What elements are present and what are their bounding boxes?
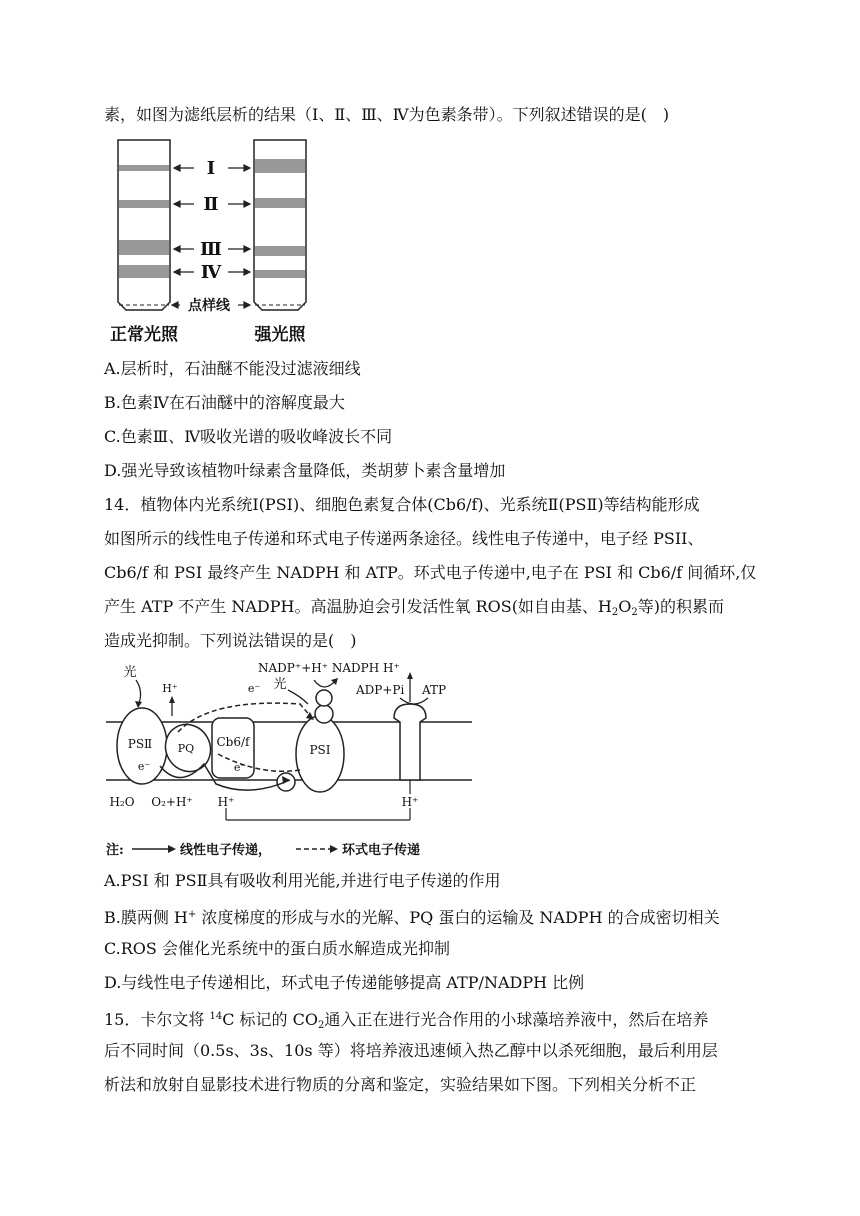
light-label-2: 光 [273,677,287,692]
nadph-reaction: NADP⁺+H⁺ NADPH H⁺ [258,661,400,675]
band-iv-normal [119,265,169,278]
o2-label: O₂+H⁺ [151,795,193,809]
strip-normal-light [118,140,170,310]
q13-stem: 素，如图为滤纸层析的结果（Ⅰ、Ⅱ、Ⅲ、Ⅳ为色素条带）。下列叙述错误的是( ) [104,105,670,124]
band-i-normal [119,165,169,171]
band-iii-strong [255,246,305,256]
origin-line-label: 点样线 [188,298,230,314]
band-ii-strong [255,198,305,208]
q14-stem-line2: 如图所示的线性电子传递和环式电子传递两条途径。线性电子传递中，电子经 PSII、 [104,529,704,548]
q14-option-c: C.ROS 会催化光系统中的蛋白质水解造成光抑制 [104,939,450,958]
legend-linear: 线性电子传递， [180,843,272,858]
band-label-iii: Ⅲ [200,239,222,260]
atp-synthase [394,704,426,780]
band-label-ii: Ⅱ [203,194,219,215]
q14-option-b: B.膜两侧 H+ 浓度梯度的形成与水的光解、PQ 蛋白的运输及 NADPH 的合成密切相关 [104,908,720,927]
q14-stem-line4: 产生 ATP 不产生 NADPH。高温胁迫会引发活性氧 ROS(如自由基、$H_2O_2$等)的积累而 [104,597,725,618]
q15-stem-line1: 15．卡尔文将 $^{14}$C 标记的 $CO_2$通入正在进行光合作用的小球藻培养液中，然后在培养 [104,1010,709,1031]
q14-option-d: D.与线性电子传递相比，环式电子传递能够提高 ATP/NADPH 比例 [104,973,585,992]
q13-option-b: B.色素Ⅳ在石油醚中的溶解度最大 [104,393,345,412]
adp-pi-label: ADP+Pi [356,683,405,697]
band-ii-normal [119,200,169,208]
q14-stem-line1: 14．植物体内光系统Ⅰ(PSⅠ)、细胞色素复合体(Cb6/f)、光系统Ⅱ(PSⅡ)等结构能形成 [104,495,700,514]
chromatography-figure [104,134,334,348]
psii-label: PSⅡ [127,737,153,751]
q14-option-a: A.PSI 和 PSⅡ具有吸收利用光能,并进行电子传递的作用 [104,871,501,890]
svg-text:e⁻: e⁻ [137,760,151,773]
light-label-1: 光 [123,665,137,680]
q15-stem-line3: 析法和放射自显影技术进行物质的分离和鉴定，实验结果如下图。下列相关分析不正 [104,1075,697,1094]
band-iv-strong [255,270,305,278]
pq-label: PQ [177,742,195,755]
caption-strong-light: 强光照 [254,325,306,345]
q15-stem-line2: 后不同时间（0.5s、3s、10s 等）将培养液迅速倾入热乙醇中以杀死细胞，最后利用层 [104,1041,718,1060]
q13-option-a: A.层析时，石油醚不能没过滤液细线 [104,359,361,378]
svg-text:H⁺: H⁺ [401,795,419,809]
q13-option-d: D.强光导致该植物叶绿素含量降低，类胡萝卜素含量增加 [104,461,506,480]
svg-text:e⁻: e⁻ [233,761,247,774]
strip-strong-light [254,140,306,310]
band-iii-normal [119,240,169,255]
q14-stem-line3: Cb6/f 和 PSI 最终产生 NADPH 和 ATP。环式电子传递中,电子在 PSI 和 Cb6/f 间循环,仅 [104,563,757,582]
svg-text:H⁺: H⁺ [162,682,178,695]
legend-cyclic: 环式电子传递 [342,843,421,858]
h2o-label: H₂O [109,795,135,809]
cb6f-label: Cb6/f [216,735,250,749]
q13-option-c: C.色素Ⅲ、Ⅳ吸收光谱的吸收峰波长不同 [104,427,393,446]
legend-note: 注: [106,843,124,858]
psi-label: PSⅠ [309,743,331,757]
band-label-i: Ⅰ [206,158,216,179]
band-label-iv: Ⅳ [200,262,222,283]
electron-transport-figure [100,658,480,864]
svg-text:e⁻: e⁻ [247,682,261,695]
atp-label: ATP [422,683,447,697]
band-i-strong [255,159,305,173]
svg-text:H⁺: H⁺ [217,795,235,809]
caption-normal-light: 正常光照 [110,325,178,345]
q14-stem-line5: 造成光抑制。下列说法错误的是( ) [104,631,357,650]
